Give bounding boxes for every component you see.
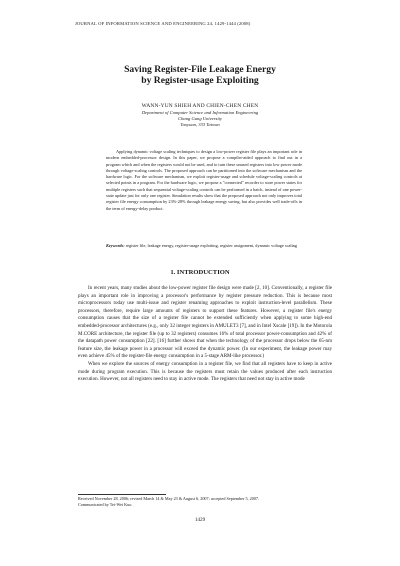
affiliation-university: Chang Gung University <box>178 116 222 121</box>
affiliation-department: Department of Computer Science and Information Engineering <box>141 110 259 115</box>
keywords-label: Keywords: <box>106 243 125 248</box>
authors: WANN-YUN SHIEH AND CHIEN-CHEN CHEN <box>141 103 259 109</box>
page-number: 1429 <box>194 517 206 523</box>
footnote-communicated: Communicated by Tei-Wei Kuo. <box>78 502 133 507</box>
keywords-text: register file, leakage energy, register-usage exploiting, register assignment, dynamic voltage scaling <box>125 243 298 248</box>
title-line-2: by Register-usage Exploiting <box>141 75 259 86</box>
body-text <box>78 285 332 384</box>
section-heading: 1. INTRODUCTION <box>170 269 230 276</box>
footnote-rule <box>78 494 166 495</box>
title-line-1: Saving Register-File Leakage Energy <box>124 64 276 75</box>
running-head: JOURNAL OF INFORMATION SCIENCE AND ENGINEERING 24, 1429-1444 (2008) <box>75 21 251 26</box>
affiliation-location: Taoyuan, 333 Taiwan <box>180 122 220 127</box>
body-paragraph-1: In recent years, many studies about the low-power register file design were made [2, 10]. Conventionally, a register file plays an important role in improving a processor's performance by register pressure reduction. This is because most microprocessors today use multi-issue and register renaming approaches to exploit instruction-level parallelism. These processors, therefore, require large amounts of registers to support these features. However, a register file's energy consumption causes that the size of a register file cannot be extended sufficiently when applying to some high-end embedded-processor architectures (e.g., only 32 integer registers in AMULET3 [7], and in Intel Xscale [19]). In the Motorola M.CORE architecture, the register file (up to 32 registers) consumes 16% of total processor power-consumption and 42% of the datapath power consumption [22]. [16] further shows that when the technology of the processor drops below the 65-nm feature size, the leakage power in a processor will exceed the dynamic power. (In our experiment, the leakage power may even achieve 45% of the register-file energy consumption in a 5-stage ARM-like processor.) <box>78 285 332 360</box>
footnote <box>78 496 332 508</box>
affiliation <box>40 110 360 128</box>
body-paragraph-2: When we explore the sources of energy consumption in a register file, we find that all registers have to keep in active mode during program execution. This is because the registers must retain the values produced after each instruction execution. However, not all registers need to stay in active mode. The registers that need not stay in active mode <box>78 360 332 383</box>
footnote-received: Received November 28, 2006; revised March 14 & May 23 & August 6, 2007; accepted September 5, 2007. <box>78 496 260 501</box>
abstract-text: Applying dynamic voltage scaling techniques to design a low-power register file plays an important role in modern embedded-processor design. In this paper, we propose a compiler-aided approach to find out in a program which and when the registers would not be used, and to turn these unused registers into low power mode through voltage-scaling controls. The proposed approach can be partitioned into the software mechanism and the hardware logic. For the software mechanism, we exploit register-usage and schedule voltage-scaling controls at selected points in a program. For the hardware logic, we propose a "connected" recorder to store power states for multiple registers such that sequential voltage-scaling controls can be performed in a batch, instead of one power-state update just for only one register. Simulation results show that the proposed approach not only improves total register file energy consumption by 23%-28% through leakage energy saving, but also provides well trade-offs in the term of energy-delay product. <box>106 149 302 211</box>
keywords <box>106 243 302 249</box>
abstract <box>106 149 302 212</box>
paper-title <box>40 64 360 86</box>
